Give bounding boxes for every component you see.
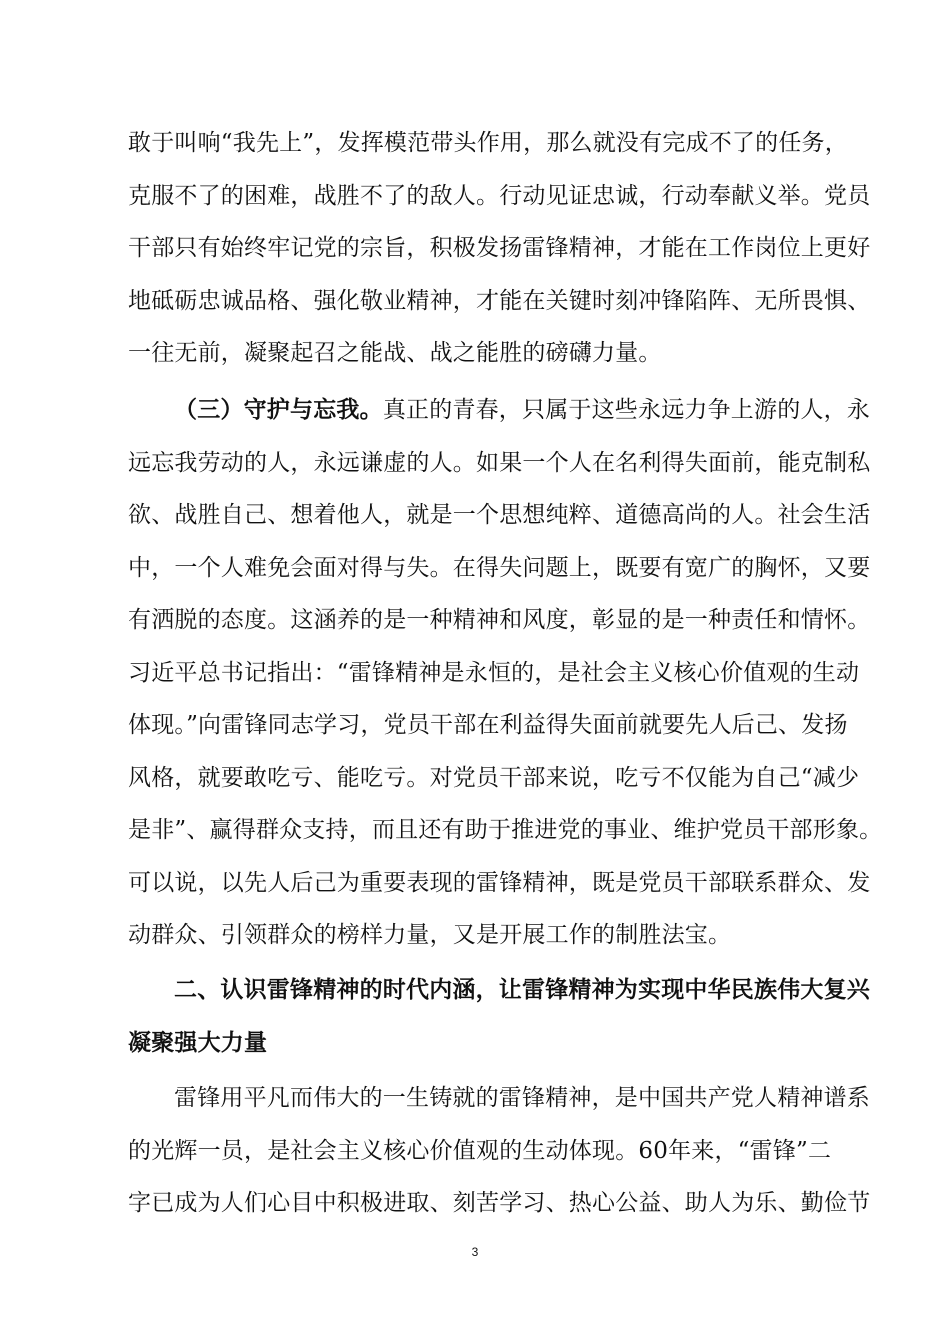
paragraph-2-line-8: 风格，就要敢吃亏、能吃亏。对党员干部来说，吃亏不仅能为自己“减少 bbox=[128, 765, 860, 791]
section-heading-line-2: 凝聚强大力量 bbox=[128, 1029, 268, 1056]
paragraph-2-line-11: 动群众、引领群众的榜样力量，又是开展工作的制胜法宝。 bbox=[128, 922, 732, 948]
paragraph-3-line-2: 的光辉一员，是社会主义核心价值观的生动体现。60年来，“雷锋”二 bbox=[128, 1138, 832, 1164]
paragraph-1-line-5: 一往无前，凝聚起召之能战、战之能胜的磅礴力量。 bbox=[128, 340, 662, 366]
subsection-heading: （三）守护与忘我。 bbox=[174, 396, 383, 423]
paragraph-2-line-6: 习近平总书记指出：“雷锋精神是永恒的，是社会主义核心价值观的生动 bbox=[128, 660, 860, 686]
paragraph-3-line-1: 雷锋用平凡而伟大的一生铸就的雷锋精神，是中国共产党人精神谱系 bbox=[174, 1085, 870, 1111]
paragraph-2-line-4: 中，一个人难免会面对得与失。在得失问题上，既要有宽广的胸怀，又要 bbox=[128, 555, 871, 581]
paragraph-2-line-5: 有洒脱的态度。这涵养的是一种精神和风度，彰显的是一种责任和情怀。 bbox=[128, 607, 871, 633]
paragraph-2-line-2: 远忘我劳动的人，永远谦虚的人。如果一个人在名利得失面前，能克制私 bbox=[128, 450, 871, 476]
paragraph-1-line-2: 克服不了的困难，战胜不了的敌人。行动见证忠诚，行动奉献义举。党员 bbox=[128, 183, 871, 209]
paragraph-2-line-10: 可以说，以先人后己为重要表现的雷锋精神，既是党员干部联系群众、发 bbox=[128, 870, 871, 896]
page-number: 3 bbox=[471, 1245, 479, 1259]
paragraph-3-line-3: 字已成为人们心目中积极进取、刻苦学习、热心公益、助人为乐、勤俭节 bbox=[128, 1190, 871, 1216]
paragraph-2-line-7: 体现。”向雷锋同志学习，党员干部在利益得失面前就要先人后己、发扬 bbox=[128, 712, 848, 738]
section-heading-line-1: 二、认识雷锋精神的时代内涵，让雷锋精神为实现中华民族伟大复兴 bbox=[174, 976, 870, 1003]
paragraph-2-line-1-text: 真正的青春，只属于这些永远力争上游的人，永 bbox=[382, 397, 871, 423]
paragraph-2-line-9: 是非”、赢得群众支持，而且还有助于推进党的事业、维护党员干部形象。 bbox=[128, 817, 883, 843]
paragraph-1-line-3: 干部只有始终牢记党的宗旨，积极发扬雷锋精神，才能在工作岗位上更好 bbox=[128, 235, 871, 261]
paragraph-1-line-1: 敢于叫响“我先上”，发挥模范带头作用，那么就没有完成不了的任务， bbox=[128, 130, 848, 156]
paragraph-2-line-3: 欲、战胜自己、想着他人，就是一个思想纯粹、道德高尚的人。社会生活 bbox=[128, 502, 871, 528]
paragraph-1-line-4: 地砥砺忠诚品格、强化敬业精神，才能在关键时刻冲锋陷阵、无所畏惧、 bbox=[128, 288, 871, 314]
paragraph-2-line-1 bbox=[174, 395, 874, 425]
